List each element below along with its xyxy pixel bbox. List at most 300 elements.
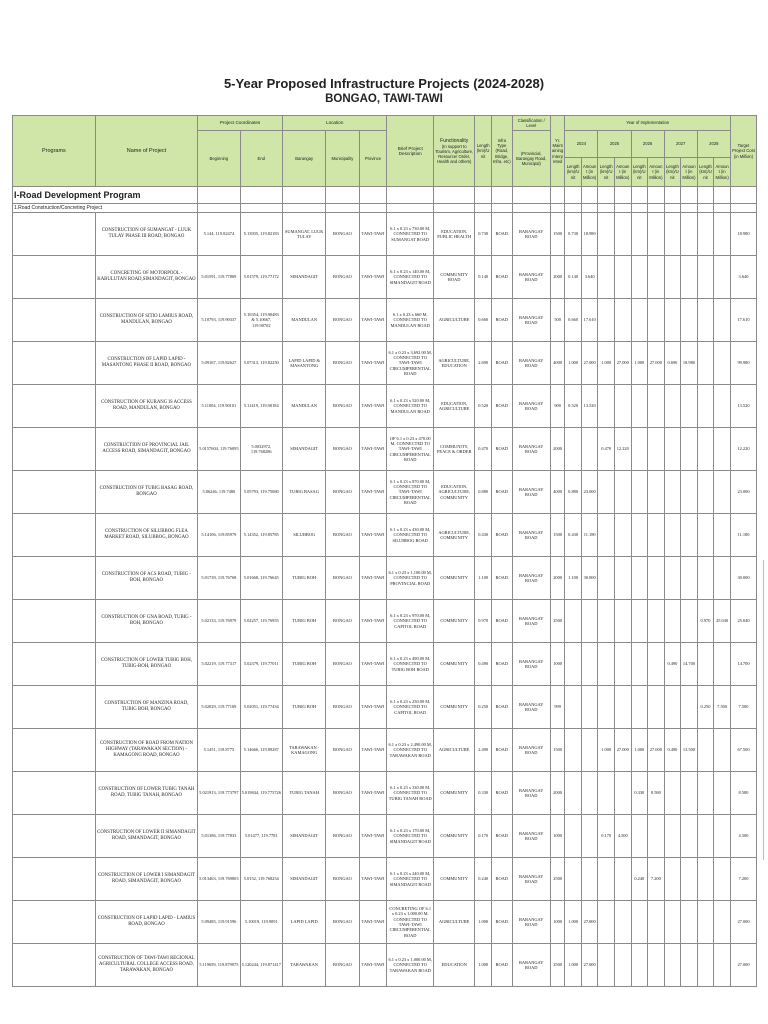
header-implementation: Year of Implementation	[565, 116, 731, 131]
project-name: CONSTRUCTION OF PROVINCIAL JAIL ACCESS ROAD, SIMANDAGIT, BONGAO	[95, 428, 197, 471]
classification-cell: BARANGAY ROAD	[512, 514, 550, 557]
classification-cell: BARANGAY ROAD	[512, 815, 550, 858]
project-name: CONSTRUCTION OF GNA ROAD, TUBIG - BOH, BONGAO	[95, 600, 197, 643]
header-infra-type: Infra Type (Road, Bridge, Infra. etc)	[491, 116, 512, 187]
year-amount-cell	[581, 428, 598, 471]
header-amount: Amount (in Million)	[614, 158, 631, 187]
barangay-cell: LAPID LAPID & MASANTONG	[282, 342, 325, 385]
infra-type-cell: ROAD	[491, 385, 512, 428]
program-cell	[13, 944, 96, 987]
total-cost-cell: 23.000	[730, 471, 756, 514]
year-amount-cell	[681, 600, 698, 643]
municipality-cell: BONGAO	[326, 643, 359, 686]
description-cell: 6.1 x 0.23 x 140.00 M, CONNECTED TO SIMANDAGIT ROAD	[387, 256, 434, 299]
municipality-cell: BONGAO	[326, 600, 359, 643]
year-amount-cell	[581, 686, 598, 729]
infra-type-cell: ROAD	[491, 815, 512, 858]
functionality-cell: AGRICULTURE	[434, 299, 475, 342]
year-length-cell	[598, 514, 615, 557]
length-cell: 1.000	[475, 944, 492, 987]
total-cost-cell: 27.000	[730, 901, 756, 944]
coord-end: 5.05793, 119.75080	[240, 471, 282, 514]
coord-end: 5.11419, 119.90184	[240, 385, 282, 428]
functionality-cell: COMMUNITY	[434, 600, 475, 643]
year-length-cell	[697, 557, 714, 600]
total-cost-cell: 30.000	[730, 557, 756, 600]
table-row	[13, 772, 757, 815]
barangay-cell: MANDULAN	[282, 385, 325, 428]
classification-cell: BARANGAY ROAD	[512, 557, 550, 600]
table-row	[13, 729, 757, 772]
table-row	[13, 428, 757, 471]
maintaining-cell: 999	[550, 686, 564, 729]
year-amount-cell	[714, 256, 731, 299]
header-amount: Amount (in Million)	[648, 158, 665, 187]
year-amount-cell: 14.700	[681, 643, 698, 686]
length-cell: 0.170	[475, 815, 492, 858]
classification-cell: BARANGAY ROAD	[512, 600, 550, 643]
infra-type-cell: ROAD	[491, 213, 512, 256]
year-amount-cell: 13.520	[581, 385, 598, 428]
year-amount-cell	[648, 256, 665, 299]
year-amount-cell	[714, 213, 731, 256]
header-barangay: Barangay	[282, 131, 325, 187]
year-length-cell: 0.520	[565, 385, 582, 428]
municipality-cell: BONGAO	[326, 514, 359, 557]
total-cost-cell: 8.580	[730, 772, 756, 815]
year-length-cell: 0.880	[565, 471, 582, 514]
program-cell	[13, 471, 96, 514]
year-amount-cell	[714, 944, 731, 987]
project-name: CONSTRUCTION OF TUBIG BASAG ROAD, BONGAO	[95, 471, 197, 514]
table-row	[13, 600, 757, 643]
municipality-cell: BONGAO	[326, 428, 359, 471]
program-cell	[13, 385, 96, 428]
year-amount-cell	[648, 299, 665, 342]
functionality-cell: AGRICULTURE, COMMUNITY	[434, 514, 475, 557]
year-length-cell: 0.250	[697, 686, 714, 729]
year-length-cell: 0.660	[565, 299, 582, 342]
year-length-cell	[697, 643, 714, 686]
length-cell: 0.520	[475, 385, 492, 428]
barangay-cell: TUBIG TANAH	[282, 772, 325, 815]
functionality-cell: EDUCATION, AGRICULTURE, COMMUNITY	[434, 471, 475, 514]
province-cell: TAWI-TAWI	[359, 299, 387, 342]
year-amount-cell	[681, 557, 698, 600]
year-amount-cell	[614, 213, 631, 256]
total-cost-cell: 4.500	[730, 815, 756, 858]
length-cell: 0.330	[475, 772, 492, 815]
length-cell: 0.660	[475, 299, 492, 342]
year-length-cell	[631, 557, 648, 600]
year-length-cell: 1.000	[565, 944, 582, 987]
total-cost-cell: 17.610	[730, 299, 756, 342]
province-cell: TAWI-TAWI	[359, 944, 387, 987]
length-cell: 0.430	[475, 514, 492, 557]
description-cell: CONCRETING OF 6.1 x 0.23 x 1,000.00 M, CONNECTED TO TAWI-TAWI CIRCUMFERENTIAL ROAD	[387, 901, 434, 944]
year-amount-cell	[714, 729, 731, 772]
province-cell: TAWI-TAWI	[359, 729, 387, 772]
municipality-cell: BONGAO	[326, 342, 359, 385]
description-cell: OF 6.1 x 0.23 x 470.00 M, CONNECTED TO TAWI-TAWI CIRCUMFERENTIAL ROAD	[387, 428, 434, 471]
year-length-cell	[664, 901, 681, 944]
year-amount-cell	[714, 428, 731, 471]
classification-cell: BARANGAY ROAD	[512, 729, 550, 772]
year-amount-cell	[714, 858, 731, 901]
coord-end: 5.14666, 119.89287	[240, 729, 282, 772]
year-amount-cell: 7.200	[648, 858, 665, 901]
municipality-cell: BONGAO	[326, 557, 359, 600]
maintaining-cell: 500	[550, 299, 564, 342]
program-cell	[13, 600, 96, 643]
length-cell: 2.690	[475, 342, 492, 385]
province-cell: TAWI-TAWI	[359, 686, 387, 729]
functionality-cell: COMMUNITY	[434, 858, 475, 901]
project-name: CONSTRUCTION OF SILUBBOG FLEA MARKET ROAD, SILUBBOG, BONGAO	[95, 514, 197, 557]
year-length-cell	[631, 815, 648, 858]
year-amount-cell	[648, 471, 665, 514]
project-name: CONSTRUCTION OF LOWER II SIMANDAGIT ROAD, SIMANDAGIT, BONGAO	[95, 815, 197, 858]
table-row	[13, 858, 757, 901]
year-length-cell	[598, 256, 615, 299]
year-length-cell: 1.000	[598, 729, 615, 772]
year-length-cell: 0.330	[631, 772, 648, 815]
year-amount-cell	[614, 600, 631, 643]
year-amount-cell: 27.000	[581, 342, 598, 385]
classification-cell: BARANGAY ROAD	[512, 901, 550, 944]
projects-table	[12, 115, 757, 987]
year-amount-cell	[648, 944, 665, 987]
total-cost-cell: 7.500	[730, 686, 756, 729]
table-row	[13, 514, 757, 557]
length-cell: 0.140	[475, 256, 492, 299]
classification-cell: BARANGAY ROAD	[512, 428, 550, 471]
year-amount-cell	[714, 514, 731, 557]
year-length-cell	[631, 213, 648, 256]
barangay-cell: TUBIG BOH	[282, 686, 325, 729]
length-cell: 0.970	[475, 600, 492, 643]
year-amount-cell	[714, 557, 731, 600]
program-cell	[13, 858, 96, 901]
year-amount-cell	[648, 428, 665, 471]
section-row	[13, 187, 757, 204]
year-amount-cell	[681, 428, 698, 471]
infra-type-cell: ROAD	[491, 686, 512, 729]
year-amount-cell	[681, 213, 698, 256]
year-amount-cell	[614, 901, 631, 944]
year-length-cell	[565, 643, 582, 686]
year-length-cell	[697, 944, 714, 987]
total-cost-cell: 11.180	[730, 514, 756, 557]
functionality-cell: COMMUNITY ROAD	[434, 256, 475, 299]
maintaining-cell: 1500	[550, 213, 564, 256]
year-length-cell	[664, 557, 681, 600]
functionality-cell: COMMUNITY, PEACE & ORDER	[434, 428, 475, 471]
total-cost-cell: 13.520	[730, 385, 756, 428]
total-cost-cell: 14.700	[730, 643, 756, 686]
coord-end: 5.02051, 119.77434	[240, 686, 282, 729]
header-year-2026: 2026	[631, 131, 664, 158]
year-amount-cell	[681, 901, 698, 944]
year-amount-cell: 12.220	[614, 428, 631, 471]
project-name: CONSTRUCTION OF ROAD FROM NATION HIGHWAY (TARAWAKAN SECTION) - KAMAGONG ROAD, BONGAO	[95, 729, 197, 772]
maintaining-cell: 2500	[550, 600, 564, 643]
functionality-cell: AGRICULTURE, EDUCATION	[434, 342, 475, 385]
municipality-cell: BONGAO	[326, 944, 359, 987]
description-cell: 6.1 x 0.23 x 490.00 M, CONNECTED TO TUBIG BOH ROAD	[387, 643, 434, 686]
year-amount-cell	[714, 299, 731, 342]
length-cell: 0.880	[475, 471, 492, 514]
page-subtitle: BONGAO, TAWI-TAWI	[325, 93, 443, 105]
province-cell: TAWI-TAWI	[359, 385, 387, 428]
province-cell: TAWI-TAWI	[359, 256, 387, 299]
coord-begin: 5.144, 119.82474	[198, 213, 240, 256]
classification-cell: BARANGAY ROAD	[512, 385, 550, 428]
year-length-cell	[664, 256, 681, 299]
province-cell: TAWI-TAWI	[359, 772, 387, 815]
province-cell: TAWI-TAWI	[359, 858, 387, 901]
year-length-cell	[598, 686, 615, 729]
year-length-cell	[664, 858, 681, 901]
project-name: CONSTRUCTION OF LAPID LAPID - LAMIUS ROAD, BONGAO	[95, 901, 197, 944]
year-amount-cell	[614, 299, 631, 342]
year-amount-cell	[614, 514, 631, 557]
year-length-cell	[697, 772, 714, 815]
table-row	[13, 299, 757, 342]
maintaining-cell: 2000	[550, 428, 564, 471]
year-amount-cell	[581, 858, 598, 901]
coord-end: 5.01579, 119.77172	[240, 256, 282, 299]
header-year-2028: 2028	[697, 131, 730, 158]
year-amount-cell: 30.000	[581, 557, 598, 600]
coord-end: 5.01477, 119.7781	[240, 815, 282, 858]
year-amount-cell	[614, 858, 631, 901]
province-cell: TAWI-TAWI	[359, 643, 387, 686]
classification-cell: BARANGAY ROAD	[512, 686, 550, 729]
functionality-cell: AGRICULTURE	[434, 901, 475, 944]
maintaining-cell: 1500	[550, 514, 564, 557]
year-amount-cell	[714, 815, 731, 858]
project-name: CONSTRUCTION OF KURANG IS ACCESS ROAD, MANDULAN, BONGAO	[95, 385, 197, 428]
year-length-cell	[565, 772, 582, 815]
year-amount-cell	[648, 385, 665, 428]
total-cost-cell: 67.500	[730, 729, 756, 772]
project-name: CONSTRUCTION OF LOWER TUBIG BOH, TUBIG-BOH, BONGAO	[95, 643, 197, 686]
year-length-cell	[631, 901, 648, 944]
year-length-cell	[598, 944, 615, 987]
year-amount-cell: 23.000	[581, 471, 598, 514]
year-amount-cell	[581, 815, 598, 858]
description-cell: 6.1 x 0.23 x 1,100.00 M, CONNECTED TO PROVINCIAL ROAD	[387, 557, 434, 600]
header-coords: Project Coordinates	[198, 116, 283, 131]
table-row	[13, 901, 757, 944]
year-length-cell	[598, 557, 615, 600]
barangay-cell: SIMANDAGIT	[282, 256, 325, 299]
year-length-cell	[598, 858, 615, 901]
functionality-cell: EDUCATION	[434, 944, 475, 987]
infra-type-cell: ROAD	[491, 342, 512, 385]
section-title: I-Road Development Program	[13, 187, 198, 204]
municipality-cell: BONGAO	[326, 901, 359, 944]
maintaining-cell: 2500	[550, 858, 564, 901]
barangay-cell: TARAWAKAN - KAMAGONG	[282, 729, 325, 772]
year-length-cell: 1.000	[631, 342, 648, 385]
year-amount-cell	[681, 815, 698, 858]
year-length-cell: 1.000	[631, 729, 648, 772]
year-length-cell	[631, 471, 648, 514]
year-length-cell	[565, 858, 582, 901]
program-cell	[13, 342, 96, 385]
municipality-cell: BONGAO	[326, 686, 359, 729]
project-name: CONSTRUCTION OF ACS ROAD, TUBIG - BOH, BONGAO	[95, 557, 197, 600]
coord-end: 5.01668, 119.76645	[240, 557, 282, 600]
total-cost-cell: 99.980	[730, 342, 756, 385]
year-amount-cell	[681, 514, 698, 557]
table-row	[13, 944, 757, 987]
maintaining-cell: 1500	[550, 729, 564, 772]
infra-type-cell: ROAD	[491, 944, 512, 987]
year-amount-cell	[681, 299, 698, 342]
length-cell: 0.730	[475, 213, 492, 256]
year-length-cell: 1.000	[598, 342, 615, 385]
table-row	[13, 385, 757, 428]
classification-cell: BARANGAY ROAD	[512, 299, 550, 342]
maintaining-cell: 2000	[550, 557, 564, 600]
year-length-cell	[697, 213, 714, 256]
municipality-cell: BONGAO	[326, 815, 359, 858]
year-length-cell	[697, 729, 714, 772]
length-cell: 0.250	[475, 686, 492, 729]
year-amount-cell	[614, 944, 631, 987]
year-amount-cell	[581, 643, 598, 686]
barangay-cell: LAPID LAPID	[282, 901, 325, 944]
year-length-cell	[664, 600, 681, 643]
year-amount-cell: 3.640	[581, 256, 598, 299]
coord-end: 5.019844, 119.773726	[240, 772, 282, 815]
year-length-cell	[598, 299, 615, 342]
coord-end: 5.07313, 119.82250	[240, 342, 282, 385]
year-length-cell	[598, 600, 615, 643]
header-length: Length (km)/Unit	[475, 116, 492, 187]
year-length-cell	[697, 901, 714, 944]
barangay-cell: SIMANDAGIT	[282, 428, 325, 471]
year-amount-cell	[614, 772, 631, 815]
year-amount-cell: 27.000	[614, 729, 631, 772]
year-amount-cell	[648, 643, 665, 686]
province-cell: TAWI-TAWI	[359, 600, 387, 643]
coord-end: 5.13935, 119.82183	[240, 213, 282, 256]
year-length-cell	[565, 815, 582, 858]
year-length-cell	[631, 686, 648, 729]
year-length-cell: 0.240	[631, 858, 648, 901]
header-municipality: Municipality	[326, 131, 359, 187]
classification-cell: BARANGAY ROAD	[512, 643, 550, 686]
total-cost-cell: 12.220	[730, 428, 756, 471]
province-cell: TAWI-TAWI	[359, 342, 387, 385]
coord-begin: 5.09167, 119.82627	[198, 342, 240, 385]
year-amount-cell: 11.180	[581, 514, 598, 557]
year-amount-cell: 27.000	[614, 342, 631, 385]
province-cell: TAWI-TAWI	[359, 901, 387, 944]
year-amount-cell	[648, 514, 665, 557]
infra-type-cell: ROAD	[491, 514, 512, 557]
barangay-cell: TARAWAKAN	[282, 944, 325, 987]
program-cell	[13, 901, 96, 944]
project-name: CONSTRUCTION OF TAWI-TAWI REGIONAL AGRICULTURAL COLLEGE ACCESS ROAD, TARAWAKAN, BONGAO	[95, 944, 197, 987]
classification-cell: BARANGAY ROAD	[512, 256, 550, 299]
year-length-cell	[697, 858, 714, 901]
header-length-km: Length (km)/Unit	[664, 158, 681, 187]
year-length-cell	[664, 944, 681, 987]
year-length-cell	[598, 471, 615, 514]
description-cell: 6.1 x 0.23 x 170.00 M, CONNECTED TO SIMANDAGIT ROAD	[387, 815, 434, 858]
project-name: CONCRETING OF MOTORPOOL - KABULUTAN ROAD,SIMANDAGIT, BONGAO	[95, 256, 197, 299]
year-amount-cell	[614, 471, 631, 514]
coord-begin: 5.119659, 119.879975	[198, 944, 240, 987]
year-length-cell	[565, 428, 582, 471]
table-header	[13, 116, 757, 187]
infra-type-cell: ROAD	[491, 772, 512, 815]
program-cell	[13, 729, 96, 772]
coord-begin: 5.01739, 119.76768	[198, 557, 240, 600]
year-amount-cell	[714, 772, 731, 815]
year-length-cell	[598, 643, 615, 686]
year-amount-cell: 27.000	[581, 901, 598, 944]
municipality-cell: BONGAO	[326, 256, 359, 299]
year-length-cell	[631, 256, 648, 299]
maintaining-cell: 4000	[550, 342, 564, 385]
year-amount-cell	[681, 772, 698, 815]
header-total: Target Project Cost (in Million)	[730, 116, 756, 187]
year-length-cell	[697, 256, 714, 299]
table-row	[13, 815, 757, 858]
page-edge-line	[763, 560, 764, 860]
description-cell: 6.1 x 0.23 x 330.00 M, CONNECTED TO TUBIG TANAH ROAD	[387, 772, 434, 815]
functionality-cell: EDUCATION, PUBLIC HEALTH	[434, 213, 475, 256]
program-cell	[13, 557, 96, 600]
year-amount-cell: 27.000	[581, 944, 598, 987]
subsection-title: 1.Road Construction/Concreting Project	[13, 204, 198, 213]
year-amount-cell	[681, 385, 698, 428]
year-length-cell	[697, 471, 714, 514]
maintaining-cell: 4000	[550, 471, 564, 514]
infra-type-cell: ROAD	[491, 471, 512, 514]
coord-begin: 5.02029, 119.77169	[198, 686, 240, 729]
infra-type-cell: ROAD	[491, 557, 512, 600]
program-cell	[13, 686, 96, 729]
length-cell: 0.470	[475, 428, 492, 471]
year-length-cell: 0.970	[697, 600, 714, 643]
year-amount-cell	[581, 729, 598, 772]
municipality-cell: BONGAO	[326, 772, 359, 815]
table-row	[13, 557, 757, 600]
province-cell: TAWI-TAWI	[359, 815, 387, 858]
coord-end: 5.10354, 119.90483 & 5.10667, 119.90702	[240, 299, 282, 342]
functionality-cell: COMMUNITY	[434, 815, 475, 858]
year-length-cell	[565, 686, 582, 729]
classification-cell: BARANGAY ROAD	[512, 858, 550, 901]
project-name: CONSTRUCTION OF SUMANGAT - LUUK TULAY PHASE III ROAD, BONGAO	[95, 213, 197, 256]
year-length-cell	[664, 299, 681, 342]
header-programs: Programs	[13, 116, 96, 187]
header-classification: Classification / Level	[512, 116, 550, 131]
maintaining-cell: 1000	[550, 901, 564, 944]
classification-cell: BARANGAY ROAD	[512, 342, 550, 385]
year-length-cell	[697, 514, 714, 557]
header-length-km: Length (km)/Unit	[631, 158, 648, 187]
year-length-cell	[664, 385, 681, 428]
length-cell: 2.490	[475, 729, 492, 772]
